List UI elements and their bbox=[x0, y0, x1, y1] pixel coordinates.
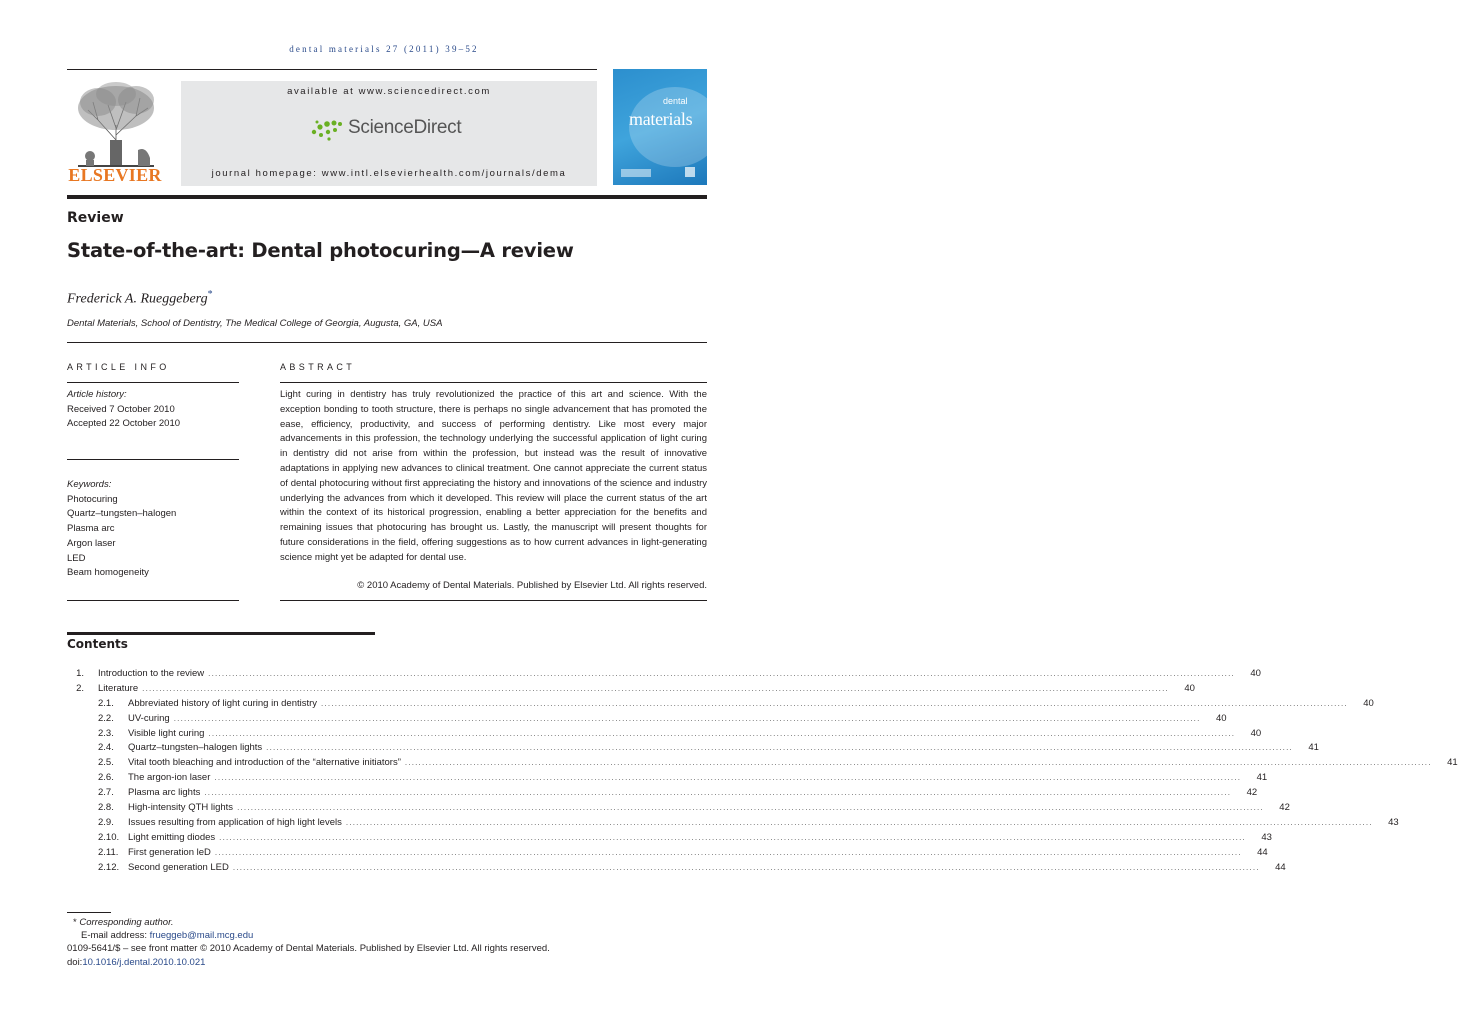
footnote-rule bbox=[67, 912, 111, 913]
keyword: Plasma arc bbox=[67, 523, 115, 535]
toc-entry-page: 40 bbox=[1250, 727, 1262, 739]
toc-leader-dots: ............................................................................................................................................................................................................................................................................................................ bbox=[219, 832, 1246, 842]
toc-entry-page: 40 bbox=[1363, 697, 1374, 709]
toc-leader-dots: ............................................................................................................................................................................................................................................................................................................ bbox=[266, 743, 1293, 753]
keywords-block bbox=[67, 478, 239, 581]
toc-entry[interactable] bbox=[67, 668, 1261, 683]
toc-entry-title: Abbreviated history of light curing in dentistry bbox=[128, 697, 318, 709]
toc-entry-page: 43 bbox=[1388, 816, 1399, 828]
toc-entry[interactable] bbox=[67, 757, 1458, 772]
header-rule bbox=[67, 69, 597, 70]
toc-entry-number: 2.1. bbox=[98, 697, 114, 709]
article-history bbox=[67, 388, 239, 432]
keyword: Beam homogeneity bbox=[67, 567, 149, 579]
available-at-link[interactable]: available at www.sciencedirect.com bbox=[287, 86, 491, 97]
toc-entry-page: 42 bbox=[1246, 787, 1258, 799]
sciencedirect-logo[interactable] bbox=[308, 114, 478, 144]
cover-title-small: dental bbox=[663, 96, 688, 106]
abstract-end-rule bbox=[280, 600, 707, 601]
journal-cover-thumbnail[interactable] bbox=[613, 69, 707, 185]
toc-entry[interactable] bbox=[67, 802, 1290, 817]
author-affiliation: Dental Materials, School of Dentistry, The Medical College of Georgia, Augusta, GA, USA bbox=[67, 318, 443, 329]
toc-leader-dots: ............................................................................................................................................................................................................................................................................................................ bbox=[321, 698, 1348, 708]
toc-leader-dots: ............................................................................................................................................................................................................................................................................................................ bbox=[142, 683, 1169, 693]
toc-entry-number: 2. bbox=[76, 682, 84, 694]
corresponding-author-label: Corresponding author. bbox=[79, 917, 174, 928]
toc-entry[interactable] bbox=[67, 727, 1262, 743]
abstract-copyright: © 2010 Academy of Dental Materials. Published by Elsevier Ltd. All rights reserved. bbox=[357, 580, 707, 591]
abstract-heading: ABSTRACT bbox=[280, 362, 356, 372]
toc-entry-number: 2.2. bbox=[98, 712, 114, 724]
doi-label: doi: bbox=[67, 956, 83, 968]
toc-entry-number: 2.10. bbox=[98, 831, 120, 843]
toc-entry[interactable] bbox=[67, 831, 1272, 847]
footnote-mark: * bbox=[73, 917, 77, 928]
title-block-rule bbox=[67, 342, 707, 343]
toc-entry-number: 2.12. bbox=[98, 861, 120, 873]
contents-rule bbox=[67, 632, 375, 635]
toc-entry-title: Plasma arc lights bbox=[128, 787, 201, 799]
keywords-label: Keywords: bbox=[67, 479, 112, 490]
doi-line bbox=[67, 956, 707, 969]
issn-line: 0109-5641/$ – see front matter © 2010 Academy of Dental Materials. Published by Elsevier Ltd. All rights reserved. bbox=[67, 943, 550, 955]
cover-title-big: materials bbox=[629, 109, 693, 129]
toc-entry-title: Vital tooth bleaching and introduction of the “alternative initiators” bbox=[128, 757, 401, 769]
toc-entry[interactable] bbox=[67, 772, 1268, 787]
keywords-rule bbox=[67, 600, 239, 601]
toc-entry-title: High-intensity QTH lights bbox=[128, 802, 234, 814]
toc-entry[interactable] bbox=[67, 682, 1195, 698]
toc-leader-dots: ............................................................................................................................................................................................................................................................................................................ bbox=[345, 817, 1373, 827]
toc-entry-title: UV-curing bbox=[128, 712, 170, 724]
article-type: Review bbox=[67, 210, 124, 226]
toc-entry-number: 2.3. bbox=[98, 727, 114, 739]
toc-entry-page: 44 bbox=[1257, 846, 1268, 858]
toc-entry-page: 40 bbox=[1215, 712, 1227, 724]
toc-entry-page: 41 bbox=[1308, 742, 1319, 754]
toc-leader-dots: ............................................................................................................................................................................................................................................................................................................ bbox=[404, 758, 1432, 768]
toc-entry[interactable] bbox=[67, 787, 1258, 802]
elsevier-wordmark[interactable]: ELSEVIER bbox=[68, 165, 162, 185]
history-rule bbox=[67, 459, 239, 460]
cover-footer-mark bbox=[621, 169, 651, 177]
email-link[interactable]: frueggeb@mail.mcg.edu bbox=[149, 930, 254, 942]
toc-leader-dots: ............................................................................................................................................................................................................................................................................................................ bbox=[214, 773, 1242, 783]
toc-entry-page: 42 bbox=[1279, 802, 1290, 814]
article-info-rule bbox=[67, 382, 239, 383]
toc-leader-dots: ............................................................................................................................................................................................................................................................................................................ bbox=[214, 847, 1242, 857]
toc-entry-number: 2.7. bbox=[98, 787, 114, 799]
toc-entry[interactable] bbox=[67, 742, 1319, 757]
toc-entry[interactable] bbox=[67, 846, 1268, 862]
toc-entry-number: 2.11. bbox=[98, 846, 119, 858]
corresponding-author-note bbox=[67, 916, 707, 929]
toc-entry-number: 2.9. bbox=[98, 816, 114, 828]
toc-entry-title: The argon-ion laser bbox=[128, 772, 211, 784]
toc-leader-dots: ............................................................................................................................................................................................................................................................................................................ bbox=[208, 669, 1235, 678]
toc-entry-number: 1. bbox=[76, 668, 84, 679]
author-line bbox=[67, 289, 213, 308]
article-info-heading: ARTICLE INFO bbox=[67, 362, 170, 372]
toc-entry-number: 2.8. bbox=[98, 802, 114, 814]
toc-leader-dots: ............................................................................................................................................................................................................................................................................................................ bbox=[232, 862, 1260, 872]
received-date: Received 7 October 2010 bbox=[67, 403, 175, 415]
article-title: State-of-the-art: Dental photocuring—A review bbox=[67, 239, 574, 262]
toc-entry[interactable] bbox=[67, 816, 1399, 832]
contents-heading: Contents bbox=[67, 637, 128, 651]
email-line bbox=[67, 929, 707, 942]
toc-leader-dots: ............................................................................................................................................................................................................................................................................................................ bbox=[237, 803, 1264, 813]
abstract-body: Light curing in dentistry has truly revolutionized the practice of this art and science. With the exception bonding to tooth structure, there is perhaps no single advancement that has promoted the ease, efficiency, productivity, and success of performing dentistry. Like most every major advancements in this profession, the technology underlying the successful application of light curing in dentistry did not arise from within the profession, but instead was the result of innovative adaptations in applying new advances to clinical treatment. One cannot appreciate the current status of dental photocuring without first appreciating the history and innovations of the science and industry underlying the advances from which it developed. This review will place the current status of the art within the context of its historical progression, enabling a better appreciation for the benefits and remaining issues that photocuring has brought us. Lastly, the manuscript will present thoughts for future considerations in the field, offering suggestions as to how current advances in light-generating science might yet be adapted for dental use. bbox=[280, 389, 707, 563]
accepted-date: Accepted 22 October 2010 bbox=[67, 418, 181, 430]
corresponding-author-mark[interactable]: * bbox=[207, 289, 213, 300]
journal-homepage-link[interactable]: journal homepage: www.intl.elsevierhealth.com/journals/dema bbox=[211, 168, 567, 179]
toc-entry-page: 43 bbox=[1261, 831, 1272, 843]
toc-entry-number: 2.5. bbox=[98, 757, 114, 769]
toc-entry-page: 41 bbox=[1447, 757, 1458, 769]
toc-entry-title: Visible light curing bbox=[128, 727, 205, 739]
toc-leader-dots: ............................................................................................................................................................................................................................................................................................................ bbox=[173, 713, 1201, 723]
keyword: Quartz–tungsten–halogen bbox=[67, 508, 177, 520]
toc-entry-title: Issues resulting from application of high light levels bbox=[128, 816, 342, 828]
toc-entry[interactable] bbox=[67, 697, 1374, 713]
toc-entry-page: 40 bbox=[1184, 682, 1195, 694]
toc-entry[interactable] bbox=[67, 861, 1286, 877]
toc-entry-title: Literature bbox=[98, 682, 139, 694]
running-head: dental materials 27 (2011) 39–52 bbox=[289, 44, 479, 54]
toc-entry[interactable] bbox=[67, 712, 1227, 728]
toc-entry-title: Second generation LED bbox=[128, 861, 229, 873]
toc-entry-number: 2.4. bbox=[98, 742, 114, 754]
toc-leader-dots: ............................................................................................................................................................................................................................................................................................................ bbox=[204, 788, 1232, 798]
toc-entry-page: 40 bbox=[1250, 668, 1261, 679]
sciencedirect-dots-icon bbox=[308, 114, 346, 144]
email-label: E-mail address: bbox=[81, 930, 147, 942]
toc-leader-dots: ............................................................................................................................................................................................................................................................................................................ bbox=[208, 728, 1236, 738]
toc-entry-page: 41 bbox=[1256, 772, 1268, 784]
elsevier-tree-logo-icon[interactable] bbox=[68, 80, 164, 168]
sciencedirect-text: ScienceDirect bbox=[348, 117, 462, 138]
article-history-label: Article history: bbox=[67, 389, 127, 400]
cover-publisher-mark bbox=[685, 167, 695, 177]
keyword: Argon laser bbox=[67, 537, 116, 549]
toc-entry-title: Introduction to the review bbox=[98, 668, 205, 679]
keyword: LED bbox=[67, 552, 86, 564]
doi-link[interactable]: 10.1016/j.dental.2010.10.021 bbox=[82, 956, 206, 968]
toc-entry-title: Light emitting diodes bbox=[128, 831, 216, 843]
author-name: Frederick A. Rueggeberg bbox=[67, 291, 208, 307]
toc-entry-title: First generation leD bbox=[128, 846, 211, 858]
masthead-rule bbox=[67, 195, 707, 199]
toc-entry-number: 2.6. bbox=[98, 772, 114, 784]
toc-entry-page: 44 bbox=[1275, 861, 1286, 873]
table-of-contents bbox=[67, 668, 1458, 876]
keyword: Photocuring bbox=[67, 493, 118, 505]
footnotes bbox=[67, 916, 707, 969]
abstract-rule bbox=[280, 382, 707, 383]
toc-entry-title: Quartz–tungsten–halogen lights bbox=[128, 742, 263, 754]
